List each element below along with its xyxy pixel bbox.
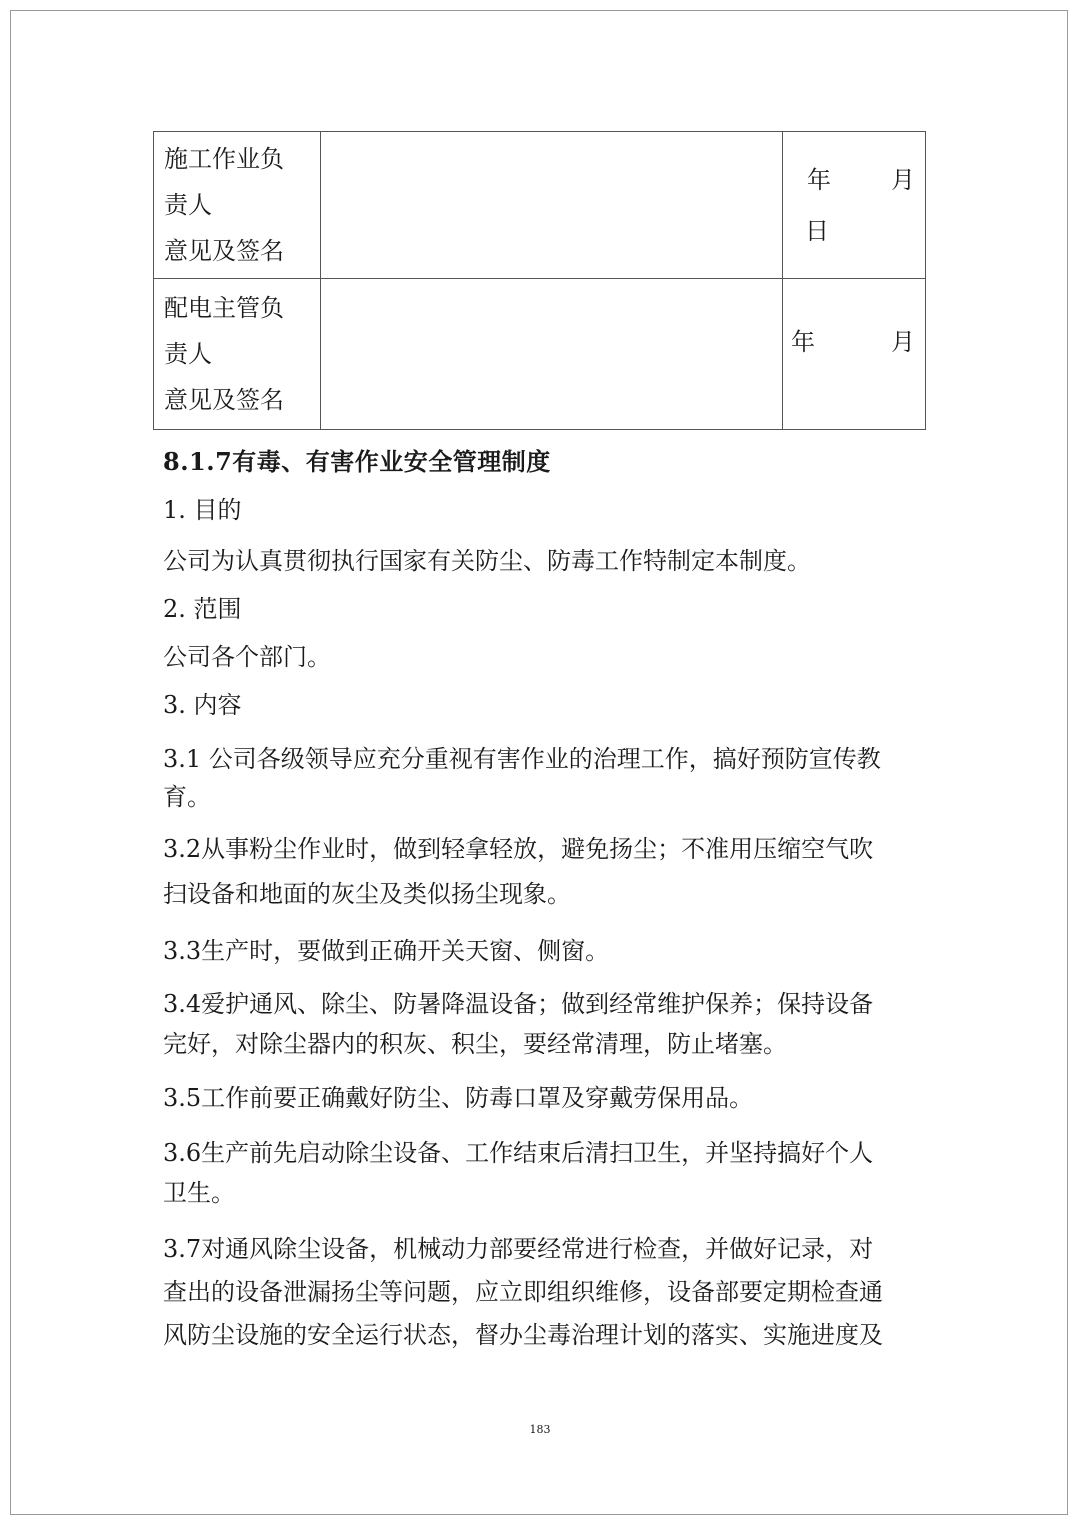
label-cell <box>154 279 321 430</box>
opinion-cell[interactable] <box>321 132 783 279</box>
paragraph-line: 3.7对通风除尘设备，机械动力部要经常进行检查，并做好记录，对 <box>163 1235 874 1263</box>
paragraph-line: 3.4爱护通风、除尘、防暑降温设备；做到经常维护保养；保持设备 <box>163 990 874 1018</box>
opinion-cell[interactable] <box>321 279 783 430</box>
paragraph-line: 卫生。 <box>163 1179 235 1207</box>
label-cell <box>154 132 321 279</box>
paragraph-line: 扫设备和地面的灰尘及类似扬尘现象。 <box>163 880 571 908</box>
signature-table <box>153 131 926 430</box>
day-label: 日 <box>805 217 829 245</box>
section-content <box>163 443 923 1354</box>
paragraph-line: 育。 <box>163 783 211 811</box>
paragraph <box>163 1230 923 1354</box>
label-line: 意见及签名 <box>164 237 284 265</box>
paragraph-line: 1. 目的 <box>163 496 242 524</box>
year-label: 年 <box>791 328 815 356</box>
label-line: 意见及签名 <box>164 386 284 414</box>
date-cell <box>783 132 926 279</box>
label-line: 配电主管负 <box>164 294 284 322</box>
table-row <box>154 132 926 279</box>
label-line: 责人 <box>164 340 212 368</box>
section-title: 8.1.7有毒、有害作业安全管理制度 <box>163 447 551 476</box>
paragraph-line: 风防尘设施的安全运行状态，督办尘毒治理计划的落实、实施进度及 <box>163 1321 883 1349</box>
page-number: 183 <box>529 1423 551 1436</box>
paragraph-line: 公司为认真贯彻执行国家有关防尘、防毒工作特制定本制度。 <box>163 547 811 575</box>
paragraph-line: 3.3生产时，要做到正确开关天窗、侧窗。 <box>163 937 610 965</box>
paragraph <box>163 830 923 932</box>
label-line: 施工作业负 <box>164 145 284 173</box>
year-label: 年 <box>807 166 831 194</box>
paragraph-line: 查出的设备泄漏扬尘等问题，应立即组织维修，设备部要定期检查通 <box>163 1278 883 1306</box>
paragraph-line: 3.1 公司各级领导应充分重视有害作业的治理工作，搞好预防宣传教 <box>163 745 881 773</box>
paragraph-line: 3.6生产前先启动除尘设备、工作结束后清扫卫生，并坚持搞好个人 <box>163 1139 874 1167</box>
paragraph-line: 3.5工作前要正确戴好防尘、防毒口罩及穿戴劳保用品。 <box>163 1084 754 1112</box>
paragraph-line: 3.2从事粉尘作业时，做到轻拿轻放，避免扬尘；不准用压缩空气吹 <box>163 835 874 863</box>
paragraph-line: 3. 内容 <box>163 691 242 719</box>
paragraph <box>163 985 923 1079</box>
table-row <box>154 279 926 430</box>
paragraph <box>163 1134 923 1230</box>
paragraph-line: 2. 范围 <box>163 595 242 623</box>
month-label: 月 <box>891 328 915 356</box>
paragraph-line: 公司各个部门。 <box>163 643 331 671</box>
paragraph <box>163 740 923 830</box>
label-line: 责人 <box>164 191 212 219</box>
paragraph-line: 完好，对除尘器内的积灰、积尘，要经常清理，防止堵塞。 <box>163 1030 787 1058</box>
date-cell <box>783 279 926 430</box>
month-label: 月 <box>891 166 915 194</box>
